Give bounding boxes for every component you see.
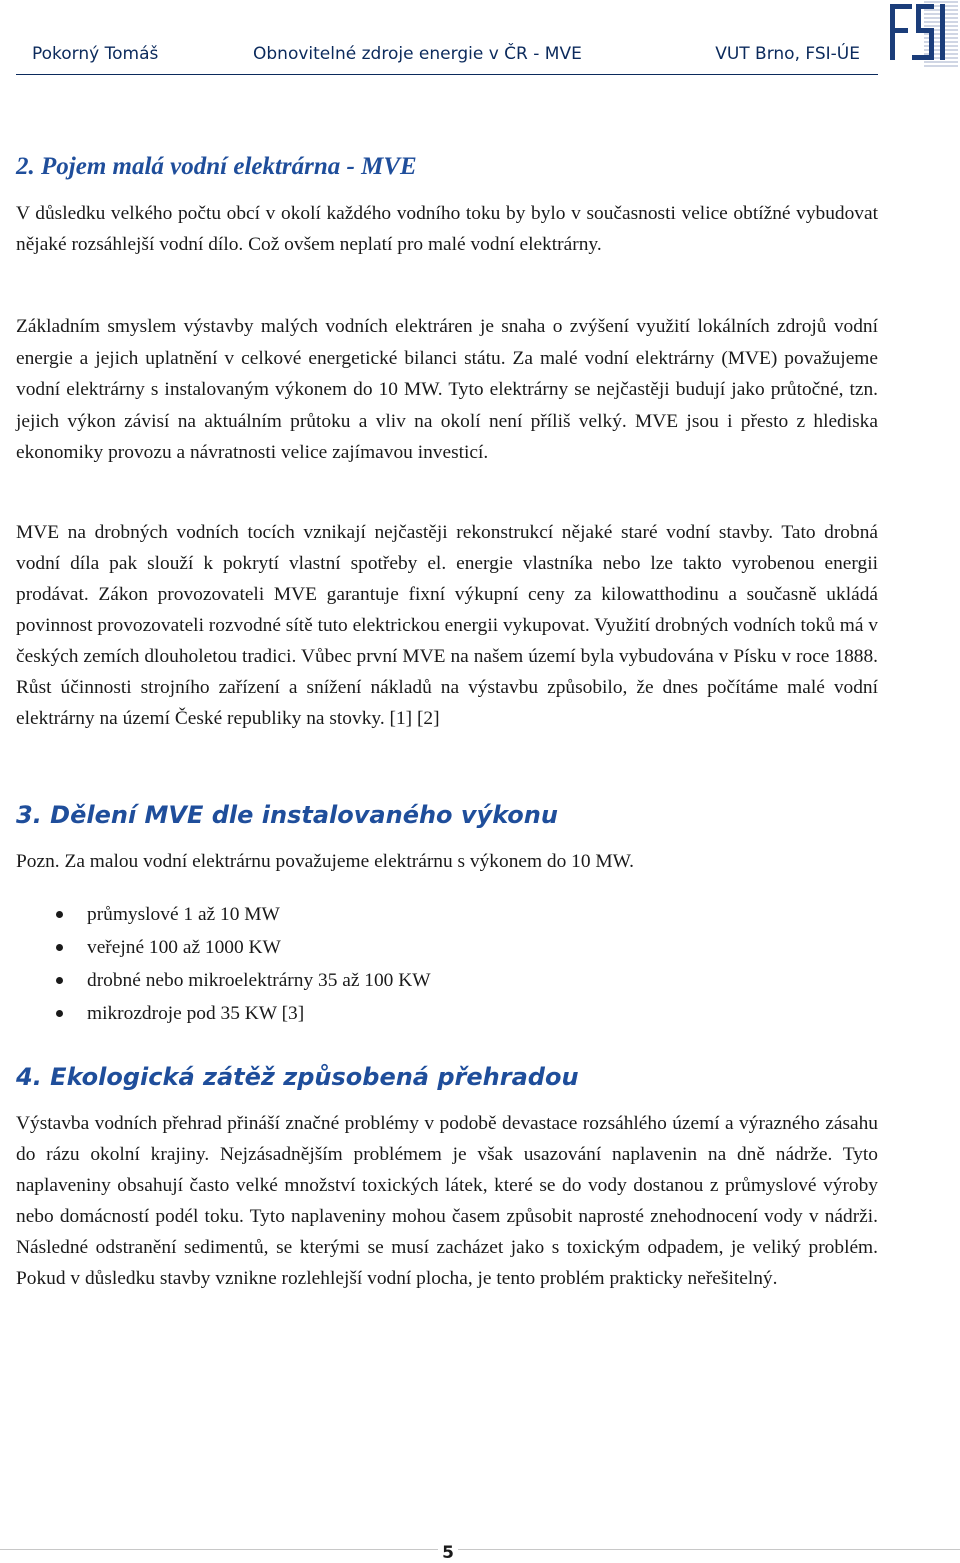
list-item: mikrozdroje pod 35 KW [3] <box>56 997 431 1030</box>
header-title: Obnovitelné zdroje energie v ČR - MVE <box>253 44 582 64</box>
header-author: Pokorný Tomáš <box>32 44 159 64</box>
section-2-paragraph-2: Základním smyslem výstavby malých vodních elektráren je snaha o zvýšení využití lokálních zdrojů vodní energie a jejich uplatnění v celkové energetické bilanci státu. Za malé vodní elektrárny (MVE) považujeme vodní elektrárny s instalovaným výkonem do 10 MW. Tyto elektrárny se nejčastěji budují jako průtočné, tzn. jejich výkon závisí na aktuálním průtoku a vliv na okolí není příliš velký. MVE jsou i přesto z hlediska ekonomiky provozu a návratnosti velice zajímavou investicí. <box>16 316 878 464</box>
bullet-icon <box>56 944 63 951</box>
footer-rule <box>0 1549 960 1550</box>
page-header <box>32 44 860 68</box>
power-category-list <box>56 898 431 1030</box>
page-number: 5 <box>438 1543 458 1563</box>
header-institution: VUT Brno, FSI-ÚE <box>715 44 860 64</box>
section-2-paragraph-3: MVE na drobných vodních tocích vznikají nejčastěji rekonstrukcí nějaké staré vodní stavby. Tato drobná vodní díla pak slouží k pokrytí vlastní spotřeby el. energie vlastníka nebo lze takto vyrobenou energii prodávat. Zákon provozovateli MVE garantuje fixní výkupní ceny za kilowatthodinu a současně ukládá povinnost provozovateli rozvodné sítě tuto elektrickou energii vykupovat. Využití drobných vodních toků má v českých zemích dlouholetou tradici. Vůbec první MVE na našem území byla vybudována v Písku v roce 1888. Růst účinnosti strojního zařízení a snížení nákladů na výstavbu způsobilo, že dnes počítáme malé vodní elektrárny na území České republiky na stovky. [1] [2] <box>16 522 879 729</box>
bullet-icon <box>56 911 63 918</box>
section-heading-4: 4. Ekologická zátěž způsobená přehradou <box>16 1063 579 1091</box>
section-3-note: Pozn. Za malou vodní elektrárnu považujeme elektrárnu s výkonem do 10 MW. <box>16 851 635 872</box>
list-item: drobné nebo mikroelektrárny 35 až 100 KW <box>56 964 431 997</box>
section-2-paragraph-1: V důsledku velkého počtu obcí v okolí každého vodního toku by bylo v současnosti velice obtížné vybudovat nějaké rozsáhlejší vodní dílo. Což ovšem neplatí pro malé vodní elektrárny. <box>16 203 878 255</box>
section-heading-2: 2. Pojem malá vodní elektrárna - MVE <box>16 153 417 180</box>
bullet-icon <box>56 977 63 984</box>
section-4-paragraph-1: Výstavba vodních přehrad přináší značné problémy v podobě devastace rozsáhlého území a výrazného zásahu do rázu okolní krajiny. Nejzásadnějším problémem je však usazování naplavenin na dně nádrže. Tyto naplaveniny obsahují často velké množství toxických látek, které se do vody dostanou z průmyslové výroby nebo domácností podél toku. Tyto naplaveniny mohou časem způsobit naprosté znehodnocení vody v nádrži. Následné odstranění sedimentů, se kterými se musí zacházet jako s toxickým odpadem, je veliký problém. Pokud v důsledku stavby vznikne rozlehlejší vodní plocha, je tento problém prakticky neřešitelný. <box>16 1113 878 1289</box>
section-heading-3: 3. Dělení MVE dle instalovaného výkonu <box>16 801 558 829</box>
fsi-logo-icon <box>886 0 960 72</box>
header-rule <box>16 74 878 75</box>
bullet-icon <box>56 1010 63 1017</box>
list-item: veřejné 100 až 1000 KW <box>56 931 431 964</box>
list-item: průmyslové 1 až 10 MW <box>56 898 431 931</box>
